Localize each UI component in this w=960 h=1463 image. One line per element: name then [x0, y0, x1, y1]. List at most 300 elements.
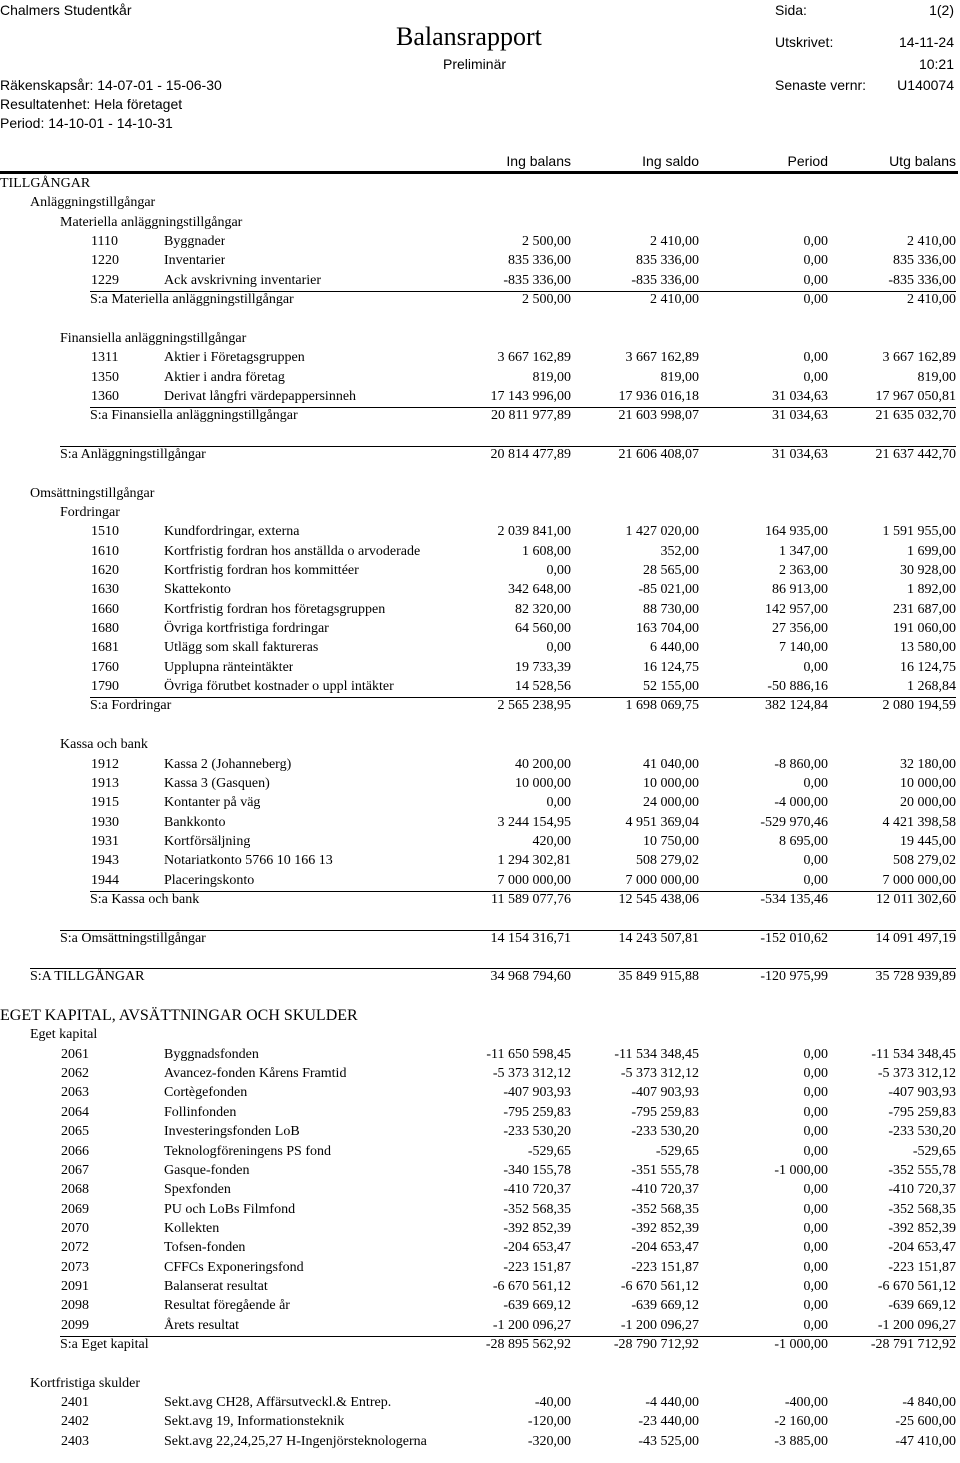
amount-cell: 12 011 302,60 [876, 891, 956, 907]
account-name: Kortfristig fordran hos företagsgruppen [164, 601, 386, 617]
result-unit: Resultatenhet: Hela företaget [0, 96, 183, 112]
subtotal-label: S:a Eget kapital [60, 1337, 149, 1352]
amount-cell: 0,00 [803, 1066, 828, 1082]
amount-cell: 2 500,00 [522, 234, 571, 250]
account-name: Placeringskonto [164, 872, 255, 888]
amount-cell: -407 903,93 [503, 1085, 571, 1101]
amount-cell: -23 440,00 [638, 1414, 699, 1430]
report-row [0, 1064, 960, 1083]
amount-cell: 0,00 [803, 369, 828, 385]
amount-cell: 0,00 [803, 775, 828, 791]
report-row [0, 716, 960, 735]
amount-cell: -50 886,16 [767, 679, 828, 695]
account-number: 2091 [61, 1278, 89, 1294]
account-number: 2067 [61, 1162, 89, 1178]
amount-cell: 20 000,00 [900, 795, 956, 811]
report-row [0, 1103, 960, 1122]
account-number: 2064 [61, 1104, 89, 1120]
subtotal-label: S:A TILLGÅNGAR [30, 969, 145, 985]
report-row [0, 1296, 960, 1315]
amount-cell: -835 336,00 [503, 272, 571, 288]
report-row [0, 580, 960, 599]
report-row [0, 1354, 960, 1373]
amount-cell: -25 600,00 [895, 1414, 956, 1430]
amount-cell: -5 373 312,12 [620, 1066, 699, 1082]
fiscal-year: Räkenskapsår: 14-07-01 - 15-06-30 [0, 77, 222, 93]
amount-cell: 86 913,00 [772, 582, 828, 598]
organization-name: Chalmers Studentkår [0, 2, 132, 18]
amount-cell: 0,00 [803, 1085, 828, 1101]
account-name: CFFCs Exponeringsfond [164, 1259, 304, 1275]
amount-cell: 0,00 [803, 1278, 828, 1294]
account-number: 2063 [61, 1085, 89, 1101]
amount-cell: 7 000 000,00 [625, 872, 699, 888]
amount-cell: 835 336,00 [636, 253, 699, 269]
amount-cell: 31 034,63 [772, 446, 828, 462]
report-row [0, 1258, 960, 1277]
amount-cell: 2 410,00 [907, 234, 956, 250]
amount-cell: 17 936 016,18 [618, 388, 699, 404]
account-number: 2070 [61, 1220, 89, 1236]
amount-cell: 3 667 162,89 [497, 350, 571, 366]
amount-cell: -1 200 096,27 [620, 1317, 699, 1333]
amount-cell: -204 653,47 [503, 1240, 571, 1256]
amount-cell: 14 243 507,81 [618, 930, 699, 946]
account-name: Balanserat resultat [164, 1278, 268, 1294]
account-number: 1510 [91, 524, 119, 540]
amount-cell: 342 648,00 [508, 582, 571, 598]
amount-cell: 12 545 438,06 [618, 891, 699, 907]
account-name: Inventarier [164, 253, 226, 269]
account-name: Teknologföreningens PS fond [164, 1143, 332, 1159]
amount-cell: 0,00 [803, 1046, 828, 1062]
subtotal-rule [90, 291, 956, 292]
account-name: Aktier i Företagsgruppen [164, 350, 305, 366]
report-row [0, 1006, 960, 1025]
amount-cell: 0,00 [803, 292, 828, 308]
account-number: 2098 [61, 1298, 89, 1314]
amount-cell: -392 852,39 [503, 1220, 571, 1236]
account-name: Derivat långfri värdepappersinneh [164, 388, 357, 404]
account-number: 2061 [61, 1046, 89, 1062]
account-name: Tofsen-fonden [164, 1240, 246, 1256]
amount-cell: -639 669,12 [503, 1298, 571, 1314]
report-row [0, 967, 960, 986]
amount-cell: -5 373 312,12 [877, 1066, 956, 1082]
account-number: 1943 [91, 853, 119, 869]
section-heading: Kortfristiga skulder [30, 1375, 141, 1391]
account-number: 2068 [61, 1182, 89, 1198]
amount-cell: 14 528,56 [515, 679, 571, 695]
amount-cell: -4 000,00 [774, 795, 828, 811]
amount-cell: 16 124,75 [900, 659, 956, 675]
report-row [0, 948, 960, 967]
amount-cell: -120 975,99 [760, 969, 828, 985]
amount-cell: -2 160,00 [774, 1414, 828, 1430]
report-row [0, 464, 960, 483]
account-name: Kortfristig fordran hos kommittéer [164, 563, 359, 578]
account-number: 1944 [91, 872, 119, 888]
report-row [0, 232, 960, 251]
account-number: 1620 [91, 563, 119, 578]
amount-cell: 164 935,00 [765, 524, 828, 540]
section-heading: Eget kapital [30, 1027, 98, 1043]
account-number: 1220 [91, 253, 119, 269]
amount-cell: -4 840,00 [902, 1395, 956, 1411]
period: Period: 14-10-01 - 14-10-31 [0, 115, 173, 131]
account-name: Byggnadsfonden [164, 1046, 259, 1062]
account-name: Kortförsäljning [164, 833, 251, 849]
amount-cell: 0,00 [803, 872, 828, 888]
amount-cell: -639 669,12 [631, 1298, 699, 1314]
amount-cell: 0,00 [803, 1182, 828, 1198]
amount-cell: -392 852,39 [888, 1220, 956, 1236]
account-name: Kassa 2 (Johanneberg) [164, 756, 292, 772]
account-number: 2401 [61, 1395, 89, 1411]
report-row [0, 1374, 960, 1393]
section-heading: EGET KAPITAL, AVSÄTTNINGAR OCH SKULDER [0, 1007, 358, 1025]
amount-cell: 508 279,02 [893, 853, 956, 869]
report-row [0, 1142, 960, 1161]
amount-cell: -204 653,47 [888, 1240, 956, 1256]
column-header-ing-balans: Ing balans [506, 153, 571, 169]
report-row [0, 426, 960, 445]
amount-cell: 1 427 020,00 [625, 524, 699, 540]
amount-cell: 0,00 [803, 1259, 828, 1275]
report-row [0, 348, 960, 367]
amount-cell: -1 200 096,27 [492, 1317, 571, 1333]
report-row [0, 1238, 960, 1257]
report-row [0, 561, 960, 580]
amount-cell: -529,65 [655, 1143, 699, 1159]
amount-cell: 17 143 996,00 [490, 388, 571, 404]
amount-cell: 0,00 [803, 1220, 828, 1236]
subtotal-rule [30, 968, 956, 969]
amount-cell: 82 320,00 [515, 601, 571, 617]
subtotal-rule [90, 891, 956, 892]
account-name: PU och LoBs Filmfond [164, 1201, 296, 1217]
amount-cell: 21 637 442,70 [875, 446, 956, 462]
account-number: 1760 [91, 659, 119, 675]
amount-cell: 1 347,00 [779, 543, 828, 559]
amount-cell: 2 410,00 [650, 234, 699, 250]
amount-cell: 10 000,00 [515, 775, 571, 791]
report-row [0, 1025, 960, 1044]
account-number: 1680 [91, 621, 119, 637]
amount-cell: 0,00 [803, 253, 828, 269]
amount-cell: 163 704,00 [636, 621, 699, 637]
report-subtitle: Preliminär [443, 56, 507, 72]
amount-cell: -3 885,00 [774, 1433, 828, 1449]
amount-cell: -795 259,83 [503, 1104, 571, 1120]
amount-cell: 4 421 398,58 [882, 814, 956, 830]
amount-cell: 10 750,00 [643, 833, 699, 849]
account-number: 2072 [61, 1240, 89, 1256]
amount-cell: 1 892,00 [907, 582, 956, 598]
report-row [0, 1200, 960, 1219]
report-row [0, 1393, 960, 1412]
subtotal-label: S:a Kassa och bank [90, 891, 200, 907]
report-row [0, 1083, 960, 1102]
subtotal-rule [60, 1336, 956, 1337]
account-name: Follinfonden [164, 1104, 237, 1120]
section-heading: TILLGÅNGAR [0, 176, 91, 191]
account-name: Övriga kortfristiga fordringar [164, 621, 329, 637]
account-name: Kundfordringar, externa [164, 524, 300, 540]
amount-cell: 7 000 000,00 [497, 872, 571, 888]
amount-cell: -43 525,00 [638, 1433, 699, 1449]
amount-cell: -11 650 598,45 [486, 1046, 571, 1062]
amount-cell: 382 124,84 [765, 698, 828, 714]
report-row [0, 832, 960, 851]
report-row [0, 213, 960, 232]
account-number: 1630 [91, 582, 119, 598]
section-heading: Materiella anläggningstillgångar [60, 214, 243, 230]
amount-cell: 6 440,00 [650, 640, 699, 656]
amount-cell: 35 849 915,88 [618, 969, 699, 985]
account-name: Ack avskrivning inventarier [164, 272, 322, 288]
account-name: Notariatkonto 5766 10 166 13 [164, 853, 333, 869]
account-name: Upplupna ränteintäkter [164, 659, 294, 675]
subtotal-rule [90, 697, 956, 698]
account-number: 1681 [91, 640, 119, 656]
report-row [0, 1316, 960, 1335]
report-row [0, 735, 960, 754]
amount-cell: 0,00 [803, 853, 828, 869]
amount-cell: -11 534 348,45 [871, 1046, 956, 1062]
account-number: 1350 [91, 369, 119, 385]
version-label: Senaste vernr: [775, 77, 867, 93]
account-name: Utlägg som skall faktureras [164, 640, 319, 656]
amount-cell: 0,00 [546, 640, 571, 656]
amount-cell: -407 903,93 [888, 1085, 956, 1101]
report-row [0, 1277, 960, 1296]
report-row [0, 445, 960, 464]
amount-cell: -8 860,00 [774, 756, 828, 772]
report-row [0, 1432, 960, 1451]
amount-cell: -1 200 096,27 [877, 1317, 956, 1333]
amount-cell: 52 155,00 [643, 679, 699, 695]
account-name: Kollekten [164, 1220, 220, 1236]
account-number: 1913 [91, 775, 119, 791]
amount-cell: 1 699,00 [907, 543, 956, 559]
amount-cell: 0,00 [803, 1240, 828, 1256]
amount-cell: 21 603 998,07 [618, 408, 699, 424]
report-row [0, 813, 960, 832]
account-name: Kortfristig fordran hos anställda o arvoderade [164, 543, 421, 559]
printed-label: Utskrivet: [775, 34, 834, 50]
amount-cell: 28 565,00 [643, 563, 699, 578]
report-row [0, 755, 960, 774]
amount-cell: -40,00 [534, 1395, 571, 1411]
account-number: 1912 [91, 756, 119, 772]
page-number: 1(2) [929, 2, 954, 18]
amount-cell: 1 591 955,00 [882, 524, 956, 540]
amount-cell: -6 670 561,12 [877, 1278, 956, 1294]
amount-cell: 231 687,00 [893, 601, 956, 617]
amount-cell: -835 336,00 [631, 272, 699, 288]
amount-cell: 13 580,00 [900, 640, 956, 656]
subtotal-rule [60, 446, 956, 447]
amount-cell: 0,00 [803, 1298, 828, 1314]
amount-cell: -407 903,93 [631, 1085, 699, 1101]
amount-cell: -320,00 [527, 1433, 571, 1449]
amount-cell: 0,00 [546, 563, 571, 578]
column-header-utg-balans: Utg balans [889, 153, 956, 169]
report-row [0, 1045, 960, 1064]
subtotal-label: S:a Fordringar [90, 698, 172, 714]
amount-cell: 8 695,00 [779, 833, 828, 849]
amount-cell: -835 336,00 [888, 272, 956, 288]
amount-cell: 3 667 162,89 [625, 350, 699, 366]
account-number: 1931 [91, 833, 119, 849]
section-heading: Fordringar [60, 504, 120, 520]
amount-cell: 819,00 [660, 369, 699, 385]
report-row [0, 909, 960, 928]
page-label: Sida: [775, 2, 807, 18]
amount-cell: 32 180,00 [900, 756, 956, 772]
amount-cell: 0,00 [803, 272, 828, 288]
amount-cell: 352,00 [660, 543, 699, 559]
amount-cell: -223 151,87 [503, 1259, 571, 1275]
amount-cell: 4 951 369,04 [625, 814, 699, 830]
version-value: U140074 [897, 77, 954, 93]
amount-cell: 2 080 194,59 [882, 698, 956, 714]
amount-cell: 2 410,00 [650, 292, 699, 308]
amount-cell: -6 670 561,12 [492, 1278, 571, 1294]
amount-cell: 24 000,00 [643, 795, 699, 811]
account-name: Avancez-fonden Kårens Framtid [164, 1066, 347, 1082]
amount-cell: -639 669,12 [888, 1298, 956, 1314]
amount-cell: -233 530,20 [631, 1124, 699, 1140]
amount-cell: 0,00 [803, 1104, 828, 1120]
report-row [0, 406, 960, 425]
account-number: 2073 [61, 1259, 89, 1275]
amount-cell: -534 135,46 [760, 891, 828, 907]
amount-cell: 21 606 408,07 [618, 446, 699, 462]
amount-cell: 2 039 841,00 [497, 524, 571, 540]
report-row [0, 793, 960, 812]
amount-cell: 0,00 [803, 659, 828, 675]
account-name: Kontanter på väg [164, 795, 261, 811]
account-name: Byggnader [164, 234, 226, 250]
account-name: Investeringsfonden LoB [164, 1124, 300, 1140]
account-number: 1110 [91, 234, 118, 250]
report-row [0, 542, 960, 561]
amount-cell: -28 790 712,92 [613, 1337, 699, 1352]
account-number: 1930 [91, 814, 119, 830]
amount-cell: 14 154 316,71 [490, 930, 571, 946]
amount-cell: 191 060,00 [893, 621, 956, 637]
amount-cell: 0,00 [803, 350, 828, 366]
account-number: 1311 [91, 350, 119, 366]
amount-cell: 10 000,00 [900, 775, 956, 791]
report-row [0, 638, 960, 657]
amount-cell: 11 589 077,76 [491, 891, 571, 907]
account-number: 1360 [91, 388, 119, 404]
subtotal-label: S:a Anläggningstillgångar [60, 446, 206, 462]
subtotal-label: S:a Omsättningstillgångar [60, 930, 206, 946]
report-row [0, 503, 960, 522]
amount-cell: 40 200,00 [515, 756, 571, 772]
amount-cell: -410 720,37 [888, 1182, 956, 1198]
account-name: Övriga förutbet kostnader o uppl intäkter [164, 679, 394, 695]
report-row [0, 600, 960, 619]
amount-cell: 2 565 238,95 [497, 698, 571, 714]
account-number: 2062 [61, 1066, 89, 1082]
report-row [0, 368, 960, 387]
report-row [0, 696, 960, 715]
amount-cell: 0,00 [803, 1143, 828, 1159]
amount-cell: -400,00 [784, 1395, 828, 1411]
amount-cell: 0,00 [803, 1124, 828, 1140]
amount-cell: -1 000,00 [774, 1162, 828, 1178]
amount-cell: 19 733,39 [515, 659, 571, 675]
amount-cell: -47 410,00 [895, 1433, 956, 1449]
report-row [0, 1122, 960, 1141]
amount-cell: 30 928,00 [900, 563, 956, 578]
amount-cell: 7 000 000,00 [882, 872, 956, 888]
amount-cell: 0,00 [803, 1317, 828, 1333]
amount-cell: 0,00 [803, 1201, 828, 1217]
amount-cell: -351 555,78 [631, 1162, 699, 1178]
account-number: 2066 [61, 1143, 89, 1159]
amount-cell: 142 957,00 [765, 601, 828, 617]
account-name: Sekt.avg 22,24,25,27 H-Ingenjörsteknologerna [164, 1433, 427, 1449]
amount-cell: -529,65 [912, 1143, 956, 1159]
amount-cell: 17 967 050,81 [875, 388, 956, 404]
amount-cell: -392 852,39 [631, 1220, 699, 1236]
account-number: 1915 [91, 795, 119, 811]
account-name: Aktier i andra företag [164, 369, 285, 385]
account-number: 1610 [91, 543, 119, 559]
amount-cell: -795 259,83 [631, 1104, 699, 1120]
section-heading: Kassa och bank [60, 737, 148, 753]
amount-cell: -6 670 561,12 [620, 1278, 699, 1294]
report-row [0, 387, 960, 406]
amount-cell: 508 279,02 [636, 853, 699, 869]
amount-cell: 3 667 162,89 [882, 350, 956, 366]
subtotal-label: S:a Materiella anläggningstillgångar [90, 292, 294, 308]
subtotal-rule [90, 407, 956, 408]
report-row [0, 1335, 960, 1354]
account-number: 2099 [61, 1317, 89, 1333]
report-row [0, 987, 960, 1006]
amount-cell: 1 608,00 [522, 543, 571, 559]
column-header-period: Period [787, 153, 828, 169]
amount-cell: -410 720,37 [503, 1182, 571, 1198]
amount-cell: -340 155,78 [503, 1162, 571, 1178]
amount-cell: 2 500,00 [522, 292, 571, 308]
amount-cell: 88 730,00 [643, 601, 699, 617]
report-row [0, 309, 960, 328]
report-row [0, 193, 960, 212]
amount-cell: 35 728 939,89 [875, 969, 956, 985]
report-row [0, 1180, 960, 1199]
section-heading: Anläggningstillgångar [30, 195, 156, 211]
amount-cell: -120,00 [527, 1414, 571, 1430]
report-row [0, 1161, 960, 1180]
account-name: Årets resultat [164, 1317, 240, 1333]
amount-cell: 31 034,63 [772, 408, 828, 424]
report-row [0, 290, 960, 309]
account-name: Cortègefonden [164, 1085, 248, 1101]
amount-cell: -1 000,00 [774, 1337, 828, 1352]
amount-cell: 31 034,63 [772, 388, 828, 404]
subtotal-label: S:a Finansiella anläggningstillgångar [90, 408, 298, 424]
amount-cell: 2 410,00 [907, 292, 956, 308]
account-name: Sekt.avg 19, Informationsteknik [164, 1414, 345, 1430]
